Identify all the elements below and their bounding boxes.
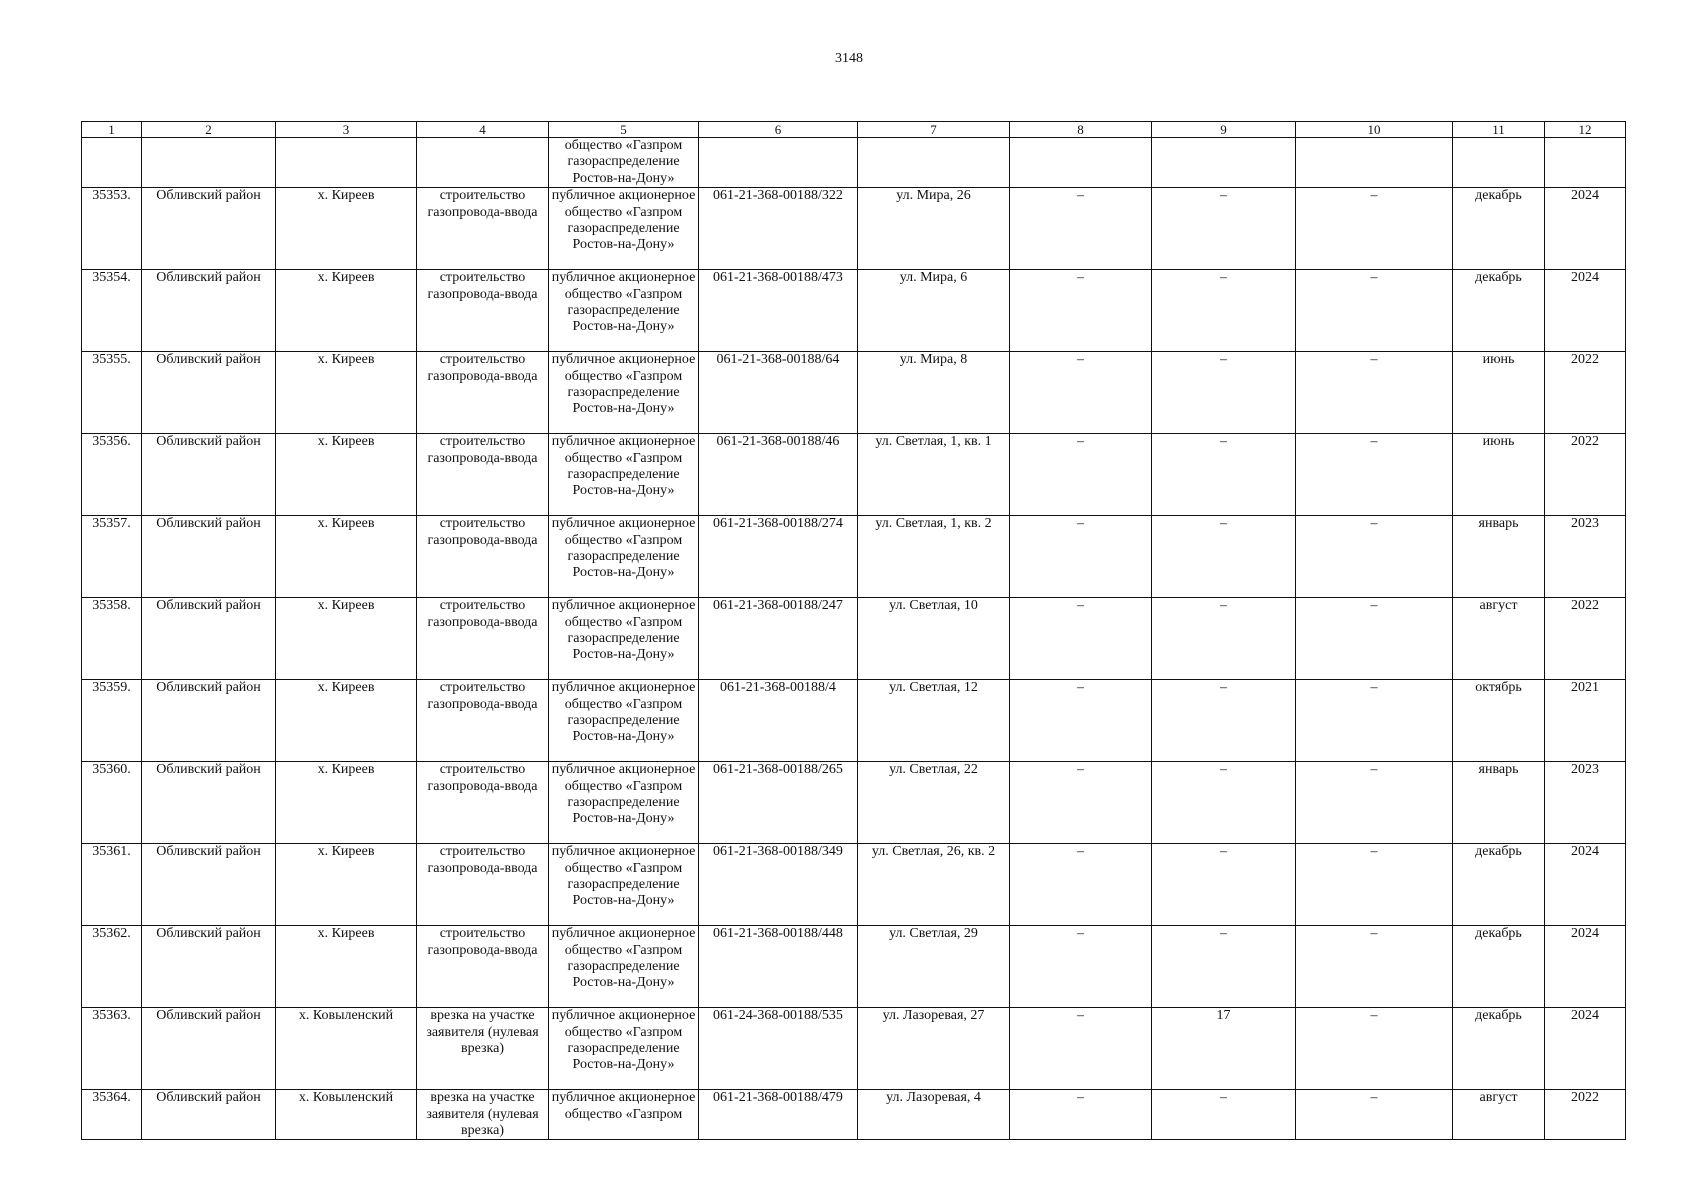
cell-empty	[82, 138, 142, 188]
cell-address: ул. Светлая, 22	[858, 762, 1010, 844]
column-header: 5	[549, 122, 699, 138]
cell-code: 061-21-368-00188/274	[699, 516, 858, 598]
table-row	[82, 1090, 1626, 1140]
column-header: 4	[417, 122, 549, 138]
cell-col-8: –	[1010, 352, 1152, 434]
cell-settlement: х. Киреев	[276, 434, 417, 516]
cell-district: Обливский район	[142, 270, 276, 352]
cell-district: Обливский район	[142, 680, 276, 762]
cell-col-10: –	[1296, 844, 1453, 926]
cell-row-number: 35359.	[82, 680, 142, 762]
cell-organization: публичное акционерное общество «Газпром газораспределение Ростов-на-Дону»	[549, 270, 699, 352]
cell-work-type: строительство газопровода-ввода	[417, 680, 549, 762]
cell-row-number: 35355.	[82, 352, 142, 434]
cell-year: 2022	[1545, 352, 1626, 434]
cell-month: июнь	[1453, 434, 1545, 516]
cell-year: 2024	[1545, 844, 1626, 926]
cell-address: ул. Светлая, 1, кв. 2	[858, 516, 1010, 598]
cell-year: 2023	[1545, 762, 1626, 844]
cell-settlement: х. Ковыленский	[276, 1090, 417, 1140]
cell-work-type: строительство газопровода-ввода	[417, 844, 549, 926]
cell-empty	[858, 138, 1010, 188]
cell-col-8: –	[1010, 844, 1152, 926]
table-row	[82, 434, 1626, 516]
cell-settlement: х. Киреев	[276, 680, 417, 762]
table-row	[82, 188, 1626, 270]
cell-year: 2023	[1545, 516, 1626, 598]
cell-month: июнь	[1453, 352, 1545, 434]
cell-row-number: 35356.	[82, 434, 142, 516]
cell-work-type: врезка на участке заявителя (нулевая врезка)	[417, 1090, 549, 1140]
cell-organization: публичное акционерное общество «Газпром газораспределение Ростов-на-Дону»	[549, 516, 699, 598]
cell-col-8: –	[1010, 598, 1152, 680]
column-header: 1	[82, 122, 142, 138]
cell-organization: публичное акционерное общество «Газпром	[549, 1090, 699, 1140]
cell-col-8: –	[1010, 270, 1152, 352]
cell-col-9: –	[1152, 188, 1296, 270]
cell-month: август	[1453, 598, 1545, 680]
cell-col-8: –	[1010, 680, 1152, 762]
cell-month: декабрь	[1453, 1008, 1545, 1090]
cell-year: 2022	[1545, 598, 1626, 680]
cell-address: ул. Светлая, 1, кв. 1	[858, 434, 1010, 516]
cell-col-8: –	[1010, 1008, 1152, 1090]
cell-district: Обливский район	[142, 598, 276, 680]
cell-col-9: –	[1152, 762, 1296, 844]
cell-settlement: х. Киреев	[276, 516, 417, 598]
cell-year: 2022	[1545, 434, 1626, 516]
cell-work-type: строительство газопровода-ввода	[417, 352, 549, 434]
cell-organization: публичное акционерное общество «Газпром газораспределение Ростов-на-Дону»	[549, 188, 699, 270]
cell-year: 2024	[1545, 926, 1626, 1008]
cell-code: 061-21-368-00188/322	[699, 188, 858, 270]
table-row	[82, 270, 1626, 352]
cell-address: ул. Светлая, 29	[858, 926, 1010, 1008]
cell-row-number: 35360.	[82, 762, 142, 844]
cell-month: январь	[1453, 762, 1545, 844]
cell-row-number: 35354.	[82, 270, 142, 352]
cell-empty	[699, 138, 858, 188]
cell-settlement: х. Киреев	[276, 270, 417, 352]
cell-organization: публичное акционерное общество «Газпром газораспределение Ростов-на-Дону»	[549, 844, 699, 926]
cell-year: 2022	[1545, 1090, 1626, 1140]
column-number-row	[82, 122, 1626, 138]
cell-code: 061-21-368-00188/64	[699, 352, 858, 434]
cell-col-10: –	[1296, 434, 1453, 516]
cell-address: ул. Мира, 6	[858, 270, 1010, 352]
cell-year: 2021	[1545, 680, 1626, 762]
cell-code: 061-21-368-00188/4	[699, 680, 858, 762]
cell-settlement: х. Киреев	[276, 598, 417, 680]
cell-col-8: –	[1010, 1090, 1152, 1140]
cell-col-9: –	[1152, 598, 1296, 680]
table-row	[82, 1008, 1626, 1090]
table-row	[82, 680, 1626, 762]
cell-district: Обливский район	[142, 844, 276, 926]
cell-code: 061-24-368-00188/535	[699, 1008, 858, 1090]
table-row	[82, 516, 1626, 598]
cell-col-9: –	[1152, 434, 1296, 516]
cell-code: 061-21-368-00188/473	[699, 270, 858, 352]
cell-address: ул. Мира, 26	[858, 188, 1010, 270]
cell-month: декабрь	[1453, 926, 1545, 1008]
cell-district: Обливский район	[142, 762, 276, 844]
cell-col-10: –	[1296, 926, 1453, 1008]
table-row	[82, 598, 1626, 680]
cell-work-type: строительство газопровода-ввода	[417, 598, 549, 680]
cell-settlement: х. Ковыленский	[276, 1008, 417, 1090]
cell-col-9: –	[1152, 270, 1296, 352]
cell-code: 061-21-368-00188/479	[699, 1090, 858, 1140]
cell-row-number: 35357.	[82, 516, 142, 598]
cell-work-type: строительство газопровода-ввода	[417, 926, 549, 1008]
table-row	[82, 926, 1626, 1008]
cell-address: ул. Лазоревая, 27	[858, 1008, 1010, 1090]
continuation-row	[82, 138, 1626, 188]
cell-col-9: –	[1152, 844, 1296, 926]
cell-month: декабрь	[1453, 844, 1545, 926]
cell-district: Обливский район	[142, 516, 276, 598]
cell-district: Обливский район	[142, 188, 276, 270]
cell-settlement: х. Киреев	[276, 926, 417, 1008]
cell-address: ул. Лазоревая, 4	[858, 1090, 1010, 1140]
cell-month: декабрь	[1453, 188, 1545, 270]
cell-month: октябрь	[1453, 680, 1545, 762]
cell-work-type: строительство газопровода-ввода	[417, 434, 549, 516]
cell-work-type: строительство газопровода-ввода	[417, 270, 549, 352]
cell-col-10: –	[1296, 516, 1453, 598]
cell-empty	[1296, 138, 1453, 188]
cell-organization: публичное акционерное общество «Газпром газораспределение Ростов-на-Дону»	[549, 762, 699, 844]
cell-organization: публичное акционерное общество «Газпром газораспределение Ростов-на-Дону»	[549, 352, 699, 434]
cell-col-8: –	[1010, 188, 1152, 270]
cell-col-10: –	[1296, 270, 1453, 352]
cell-row-number: 35364.	[82, 1090, 142, 1140]
cell-settlement: х. Киреев	[276, 352, 417, 434]
cell-organization: публичное акционерное общество «Газпром газораспределение Ростов-на-Дону»	[549, 680, 699, 762]
cell-col-9: 17	[1152, 1008, 1296, 1090]
cell-district: Обливский район	[142, 434, 276, 516]
column-header: 9	[1152, 122, 1296, 138]
cell-settlement: х. Киреев	[276, 762, 417, 844]
cell-address: ул. Светлая, 26, кв. 2	[858, 844, 1010, 926]
cell-col-10: –	[1296, 352, 1453, 434]
cell-settlement: х. Киреев	[276, 188, 417, 270]
cell-col-10: –	[1296, 1090, 1453, 1140]
page-number: 3148	[835, 51, 863, 66]
column-header: 6	[699, 122, 858, 138]
cell-organization: публичное акционерное общество «Газпром газораспределение Ростов-на-Дону»	[549, 434, 699, 516]
cell-col-8: –	[1010, 516, 1152, 598]
cell-col-8: –	[1010, 762, 1152, 844]
column-header: 11	[1453, 122, 1545, 138]
cell-empty	[1010, 138, 1152, 188]
cell-address: ул. Светлая, 10	[858, 598, 1010, 680]
table-row	[82, 762, 1626, 844]
cell-district: Обливский район	[142, 1090, 276, 1140]
cell-code: 061-21-368-00188/265	[699, 762, 858, 844]
cell-district: Обливский район	[142, 926, 276, 1008]
cell-row-number: 35361.	[82, 844, 142, 926]
cell-col-10: –	[1296, 680, 1453, 762]
cell-address: ул. Мира, 8	[858, 352, 1010, 434]
cell-col-9: –	[1152, 1090, 1296, 1140]
cell-col-9: –	[1152, 926, 1296, 1008]
cell-year: 2024	[1545, 270, 1626, 352]
cell-col-10: –	[1296, 188, 1453, 270]
cell-col-8: –	[1010, 926, 1152, 1008]
cell-empty	[1453, 138, 1545, 188]
cell-year: 2024	[1545, 188, 1626, 270]
cell-organization: публичное акционерное общество «Газпром газораспределение Ростов-на-Дону»	[549, 598, 699, 680]
cell-empty	[1545, 138, 1626, 188]
cell-col-9: –	[1152, 352, 1296, 434]
cell-code: 061-21-368-00188/349	[699, 844, 858, 926]
cell-month: декабрь	[1453, 270, 1545, 352]
cell-district: Обливский район	[142, 1008, 276, 1090]
column-header: 12	[1545, 122, 1626, 138]
cell-month: январь	[1453, 516, 1545, 598]
cell-col-10: –	[1296, 598, 1453, 680]
cell-settlement: х. Киреев	[276, 844, 417, 926]
register-table	[81, 121, 1626, 1140]
cell-row-number: 35358.	[82, 598, 142, 680]
cell-work-type: строительство газопровода-ввода	[417, 516, 549, 598]
cell-col-9: –	[1152, 516, 1296, 598]
column-header: 3	[276, 122, 417, 138]
table-row	[82, 352, 1626, 434]
cell-code: 061-21-368-00188/448	[699, 926, 858, 1008]
cell-month: август	[1453, 1090, 1545, 1140]
cell-row-number: 35363.	[82, 1008, 142, 1090]
cell-work-type: строительство газопровода-ввода	[417, 762, 549, 844]
column-header: 7	[858, 122, 1010, 138]
cell-code: 061-21-368-00188/46	[699, 434, 858, 516]
column-header: 2	[142, 122, 276, 138]
cell-district: Обливский район	[142, 352, 276, 434]
cell-empty	[276, 138, 417, 188]
cell-col-8: –	[1010, 434, 1152, 516]
table-row	[82, 844, 1626, 926]
cell-organization: публичное акционерное общество «Газпром газораспределение Ростов-на-Дону»	[549, 926, 699, 1008]
table-body	[82, 138, 1626, 1140]
cell-empty	[142, 138, 276, 188]
cell-organization: общество «Газпром газораспределение Ростов-на-Дону»	[549, 138, 699, 188]
column-header: 10	[1296, 122, 1453, 138]
cell-work-type: строительство газопровода-ввода	[417, 188, 549, 270]
cell-year: 2024	[1545, 1008, 1626, 1090]
column-header: 8	[1010, 122, 1152, 138]
cell-empty	[417, 138, 549, 188]
cell-col-10: –	[1296, 762, 1453, 844]
cell-row-number: 35362.	[82, 926, 142, 1008]
cell-work-type: врезка на участке заявителя (нулевая врезка)	[417, 1008, 549, 1090]
cell-organization: публичное акционерное общество «Газпром газораспределение Ростов-на-Дону»	[549, 1008, 699, 1090]
cell-col-10: –	[1296, 1008, 1453, 1090]
cell-address: ул. Светлая, 12	[858, 680, 1010, 762]
cell-col-9: –	[1152, 680, 1296, 762]
cell-empty	[1152, 138, 1296, 188]
cell-row-number: 35353.	[82, 188, 142, 270]
cell-code: 061-21-368-00188/247	[699, 598, 858, 680]
